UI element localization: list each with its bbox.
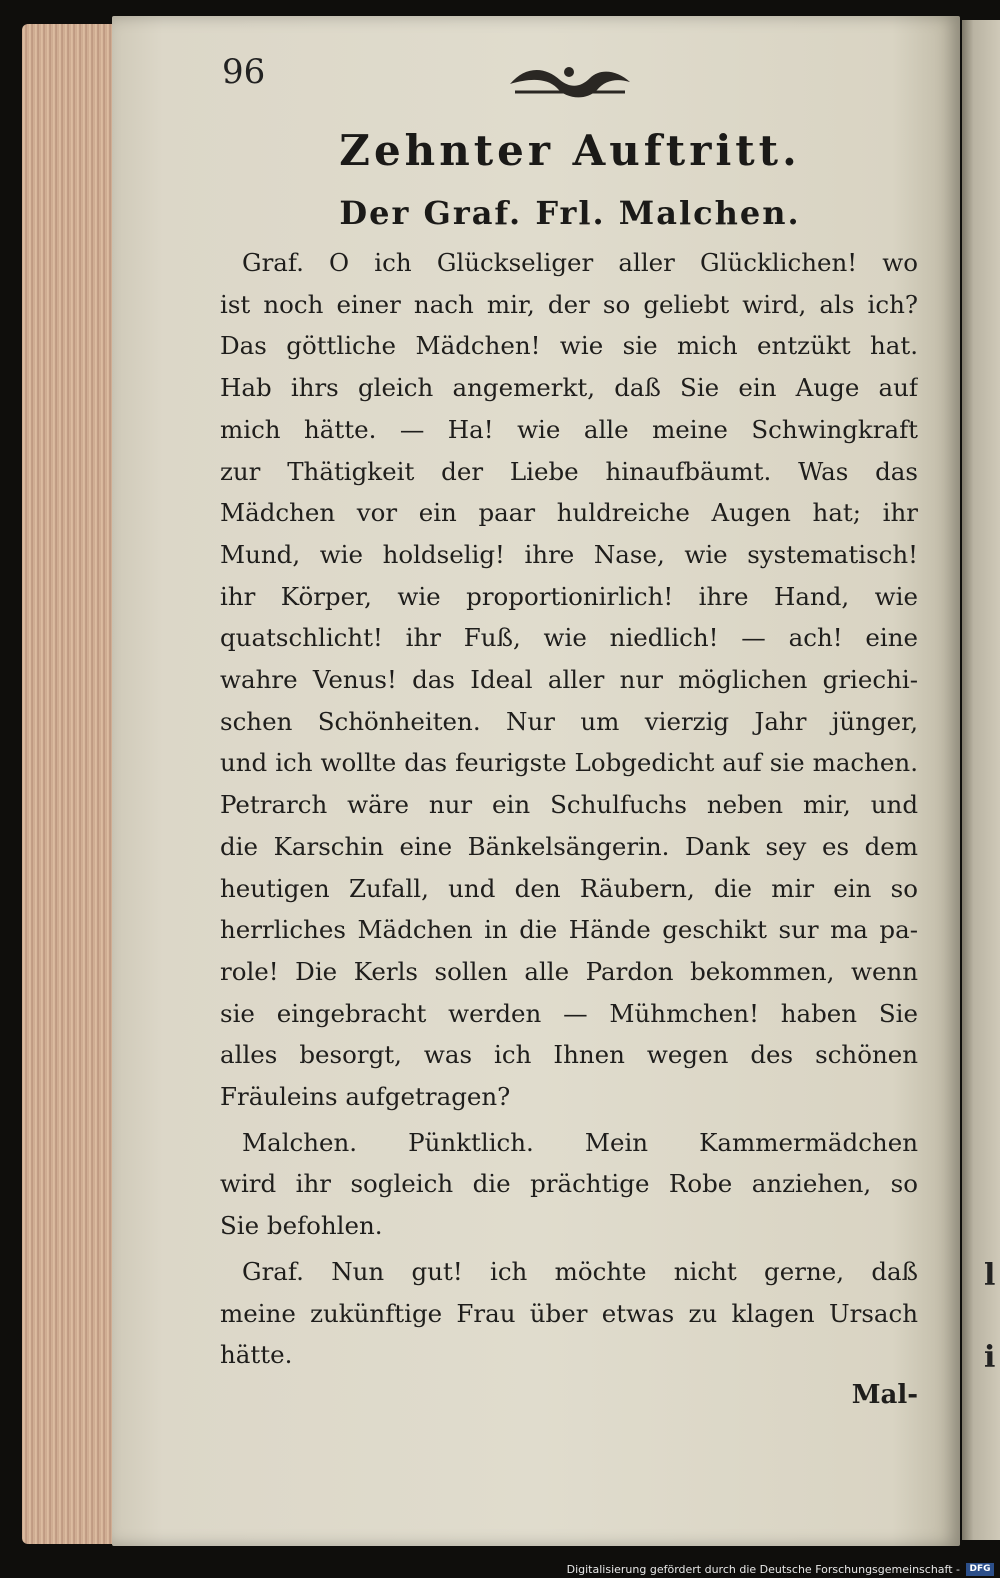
text-line: Sie befohlen. [220,1211,383,1241]
text-line: hätte. [220,1340,293,1370]
text-line: mich hätte. — Ha! wie alle meine Schwingkraft [220,414,918,444]
text-line: Mädchen vor ein paar huldreiche Augen hat; ihr [220,498,918,528]
text-line: Graf. Nun gut! ich möchte nicht gerne, daß [242,1256,918,1286]
next-page-letter: l [984,1258,996,1293]
text-line: Mund, wie holdselig! ihre Nase, wie systematisch! [220,539,918,569]
next-page-letter: i [984,1340,996,1375]
text-line: zur Thätigkeit der Liebe hinaufbäumt. Was das [220,456,918,486]
text-line: herrliches Mädchen in die Hände geschikt sur ma pa- [220,915,918,945]
text-line: wird ihr sogleich die prächtige Robe anziehen, so [220,1169,918,1199]
text-line: role! Die Kerls sollen alle Pardon bekommen, wenn [220,956,918,986]
character-list: Der Graf. Frl. Malchen. [339,194,801,232]
text-line: ihr Körper, wie proportionirlich! ihre Hand, wie [220,581,918,611]
text-line: alles besorgt, was ich Ihnen wegen des schönen [220,1040,918,1070]
dfg-logo-icon: DFG [966,1563,994,1576]
text-line: sie eingebracht werden — Mühmchen! haben Sie [220,998,918,1028]
catchword: Mal- [851,1380,918,1410]
text-line: Petrarch wäre nur ein Schulfuchs neben mir, und [220,790,918,820]
page-number: 96 [222,52,266,92]
body-text [220,242,918,1376]
text-line: Graf. O ich Glückseliger aller Glücklichen! wo [242,248,918,277]
text-line: Fräuleins aufgetragen? [220,1082,511,1112]
footer-credit: Digitalisierung gefördert durch die Deutsche Forschungsgemeinschaft - [566,1563,960,1576]
text-line: ist noch einer nach mir, der so geliebt wird, als ich? [220,289,918,319]
text-line: die Karschin eine Bänkelsängerin. Dank sey es dem [220,831,918,861]
ornament-icon [505,58,635,104]
text-line: Das göttliche Mädchen! wie sie mich entzükt hat. [220,331,918,361]
text-line: meine zukünftige Frau über etwas zu klagen Ursach [220,1298,918,1328]
text-line: Hab ihrs gleich angemerkt, daß Sie ein Auge auf [220,373,918,403]
scene-title: Zehnter Auftritt. [339,126,801,175]
text-line: wahre Venus! das Ideal aller nur möglichen griechi- [220,665,918,695]
text-line: und ich wollte das feurigste Lobgedicht auf sie machen. [220,748,918,778]
text-line: quatschlicht! ihr Fuß, wie niedlich! — ach! eine [220,623,918,653]
text-line: Malchen. Pünktlich. Mein Kammermädchen [242,1127,918,1157]
text-line: schen Schönheiten. Nur um vierzig Jahr jünger, [220,706,918,736]
next-page-edge [962,20,1000,1540]
text-line: heutigen Zufall, und den Räubern, die mir ein so [220,873,918,903]
